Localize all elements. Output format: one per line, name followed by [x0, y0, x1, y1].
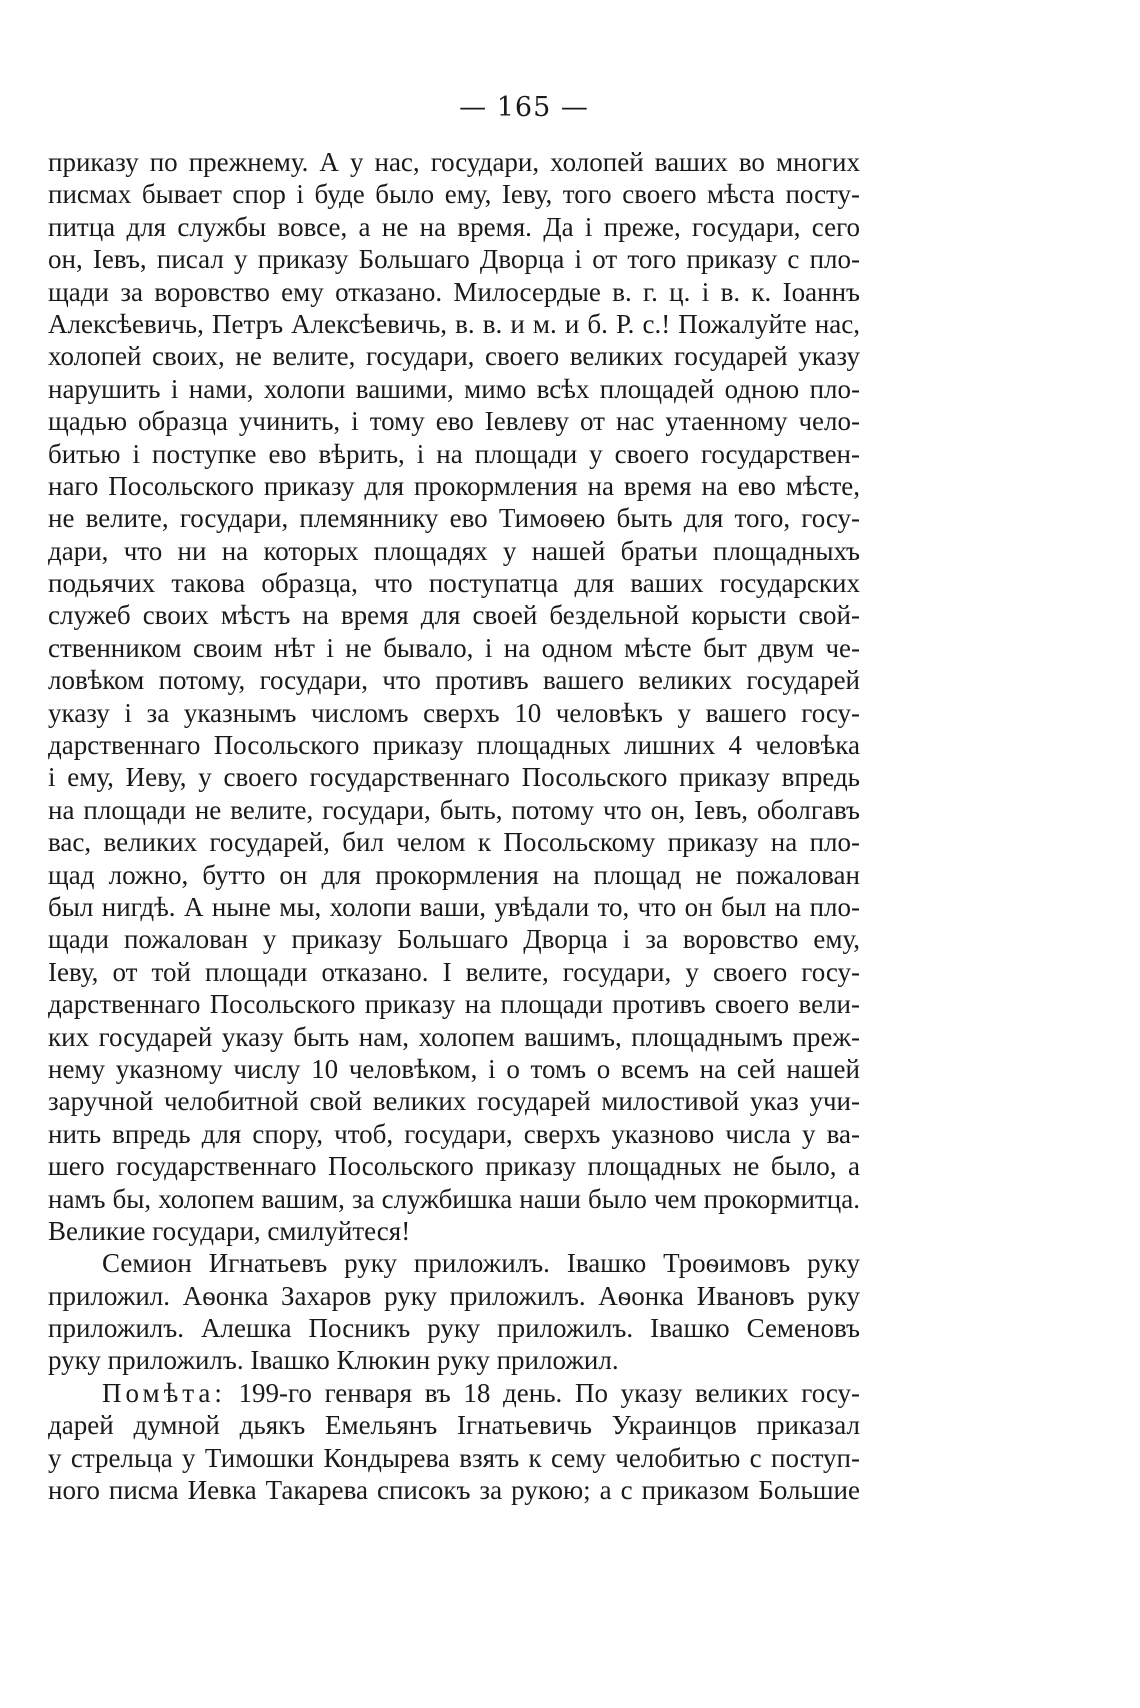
text-line: руку приложилъ. Івашко Клюкин руку приложил. — [48, 1345, 619, 1376]
text-line: нарушить і нами, холопи вашими, мимо всѣх площадей одною пло- — [48, 373, 860, 404]
text-line: намъ бы, холопем вашим, за службишка наши было чем прокормитца. — [48, 1183, 860, 1214]
text-line: служеб своих мѣстъ на время для своей бездельной корысти свой- — [48, 600, 860, 631]
text-line: ловѣком потому, государи, что противъ вашего великих государей — [48, 665, 860, 696]
text-line: указу і за указнымъ числомъ сверхъ 10 человѣкъ у вашего госу- — [48, 697, 860, 728]
text-line: битью і поступке ево вѣрить, і на площади у своего государствен- — [48, 438, 860, 469]
text-line: на площади не велите, государи, быть, потому что он, Іевъ, оболгавъ — [48, 794, 860, 825]
text-line: дарей думной дьякъ Емельянъ Ігнатьевичь Украинцов приказал — [48, 1410, 860, 1441]
text-line: ного писма Иевка Такарева списокъ за рукою; а с приказом Большие — [48, 1475, 860, 1506]
text-line: Семион Игнатьевъ руку приложилъ. Івашко Троѳимовъ руку — [102, 1248, 860, 1279]
text-line: питца для службы вовсе, а не на время. Да і преже, государи, сего — [48, 211, 860, 242]
text-line: нему указному числу 10 человѣком, і о томъ о всемъ на сей нашей — [48, 1053, 860, 1084]
text-line: щад ложно, бутто он для прокормления на площад не пожалован — [48, 859, 860, 890]
text-line: приложилъ. Алешка Посникъ руку приложилъ. Івашко Семеновъ — [48, 1313, 860, 1344]
text-line: у стрельца у Тимошки Кондырева взять к сему челобитью с поступ- — [48, 1442, 860, 1473]
text-line: наго Посольского приказу для прокормления на время на ево мѣсте, — [48, 470, 860, 501]
note-label: Помѣта: — [102, 1377, 226, 1408]
text-line: шего государственнаго Посольского приказу площадных не было, а — [48, 1151, 860, 1182]
text-line: Іеву, от той площади отказано. І велите, государи, у своего госу- — [48, 956, 860, 987]
text-line: он, Іевъ, писал у приказу Большаго Дворца і от того приказу с пло- — [48, 244, 860, 275]
text-line: щади пожалован у приказу Большаго Дворца і за воровство ему, — [48, 924, 860, 955]
text-line — [48, 1377, 860, 1409]
text-line: холопей своих, не велите, государи, своего великих государей указу — [48, 341, 860, 372]
text-line: приказу по прежнему. А у нас, государи, холопей ваших во многих — [48, 147, 860, 177]
note-line-text: 199-го генваря въ 18 день. По указу великих госу- — [225, 1377, 860, 1408]
text-line: ких государей указу быть нам, холопем вашимъ, площаднымъ преж- — [48, 1021, 860, 1052]
text-line: вас, великих государей, бил челом к Посольскому приказу на пло- — [48, 827, 860, 858]
text-line: дарственнаго Посольского приказу на площади противъ своего вели- — [48, 989, 860, 1020]
text-line: приложил. Аѳонка Захаров руку приложилъ. Аѳонка Ивановъ руку — [48, 1280, 860, 1311]
text-line: і ему, Иеву, у своего государственнаго Посольского приказу впредь — [48, 762, 860, 793]
text-line: щадью образца учинить, і тому ево Іевлеву от нас утаенному чело- — [48, 406, 860, 437]
paragraph-petition — [48, 146, 860, 1247]
text-line: Великие государи, смилуйтеся! — [48, 1215, 411, 1246]
text-line: дарственнаго Посольского приказу площадных лишних 4 человѣка — [48, 730, 860, 761]
text-line: ственником своим нѣт і не бывало, і на одном мѣсте быт двум че- — [48, 632, 860, 663]
text-line: писмах бывает спор і буде было ему, Іеву, того своего мѣста посту- — [48, 179, 860, 210]
text-line: нить впредь для спору, чтоб, государи, сверхъ указново числа у ва- — [48, 1118, 860, 1149]
body-text — [48, 146, 860, 1506]
text-line: заручной челобитной свой великих государей милостивой указ учи- — [48, 1086, 860, 1117]
text-line: подьячих такова образца, что поступатца для ваших государских — [48, 568, 860, 599]
text-line: дари, что ни на которых площадях у нашей братьи площадныхъ — [48, 535, 860, 566]
text-line: не велите, государи, племяннику ево Тимоѳею быть для того, госу- — [48, 503, 860, 534]
text-line: щади за воровство ему отказано. Милосердые в. г. ц. і в. к. Іоаннъ — [48, 276, 860, 307]
text-line: был нигдѣ. А ныне мы, холопи ваши, увѣдали то, что он был на пло- — [48, 891, 860, 922]
text-line: Алексѣевичь, Петръ Алексѣевичь, в. в. и м. и б. Р. с.! Пожалуйте нас, — [48, 308, 860, 339]
page-number: — 165 — — [459, 92, 589, 123]
paragraph-signatures — [48, 1247, 860, 1377]
paragraph-note — [48, 1377, 860, 1507]
